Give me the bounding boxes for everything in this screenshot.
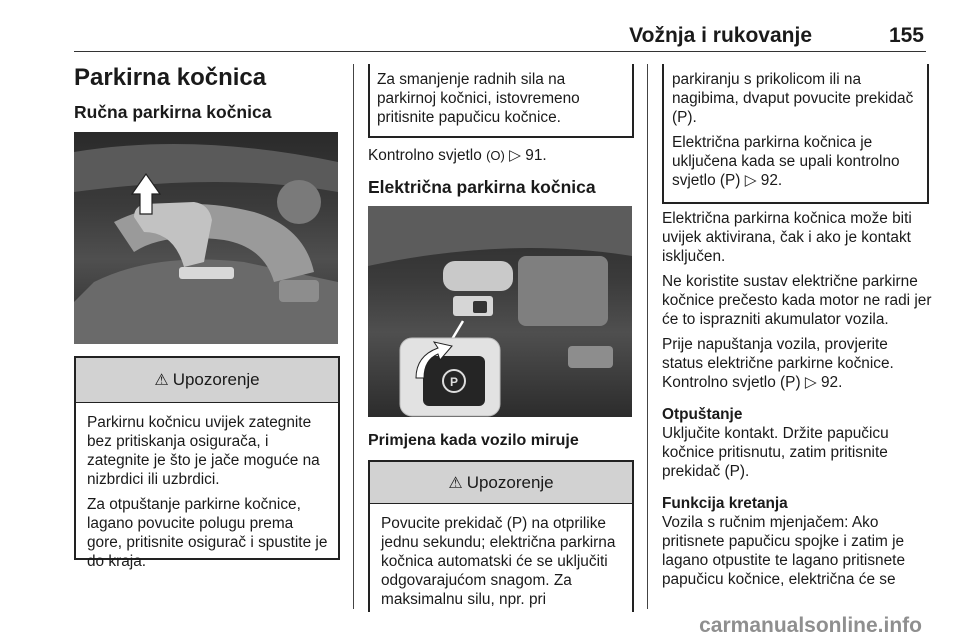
subheading-stationary: Primjena kada vozilo miruje <box>368 432 579 449</box>
column-divider-2 <box>647 64 648 609</box>
paragraph: Ne koristite sustav električne parkirne kočnice prečesto kada motor ne radi jer će to isprazniti akumulator vozila. <box>662 273 932 328</box>
page-reference: 91. <box>525 147 547 164</box>
drive-heading: Funkcija kretanja <box>662 495 788 512</box>
warning-header <box>76 358 338 403</box>
release-text: Uključite kontakt. Držite papučicu kočnice pritisnutu, zatim pritisnite prekidač (P). <box>662 425 889 480</box>
release-heading: Otpuštanje <box>662 406 743 423</box>
column-divider-1 <box>353 64 354 609</box>
warning-triangle-icon: ⚠ <box>448 474 463 492</box>
indicator-text: Kontrolno svjetlo <box>368 147 482 164</box>
svg-text:P: P <box>449 375 459 389</box>
warning-label: Upozorenje <box>466 472 554 492</box>
handbrake-image <box>74 132 338 344</box>
section-title-electric: Električna parkirna kočnica <box>368 177 596 197</box>
warning-paragraph: Parkirnu kočnicu uvijek zategnite bez pritiskanja osigurača, i zategnite je što je jače moguće na nizbrdici ili uzbrdici. <box>87 414 320 488</box>
section-title: Parkirna kočnica <box>74 64 267 91</box>
indicator-line <box>368 146 628 165</box>
warning-header <box>370 462 632 504</box>
warning-paragraph: Za otpuštanje parkirne kočnice, lagano povucite polugu prema gore, pritisnite osigurač i spustite je do kraja. <box>87 496 328 570</box>
electric-brake-illustration <box>368 206 632 417</box>
subsection-title: Ručna parkirna kočnica <box>74 102 272 122</box>
electric-brake-switch-image <box>368 206 632 417</box>
warning-paragraph: Povucite prekidač (P) na otprilike jednu sekundu; električna parkirna kočnica automatski će se uključiti odgovarajućom snagom. Za maksimalnu silu, npr. pri <box>381 515 616 608</box>
warning-box-electric <box>368 460 634 612</box>
warning-box-handbrake <box>74 356 340 570</box>
note-box-continued <box>368 64 634 138</box>
warning-body <box>76 403 338 585</box>
brake-warning-icon: (O) <box>486 148 505 163</box>
paragraph: Električna parkirna kočnica može biti uvijek aktivirana, čak i ako je kontakt isključen. <box>662 210 912 265</box>
page-header-title: Vožnja i rukovanje <box>629 24 812 47</box>
header-divider <box>74 51 926 52</box>
watermark: carmanualsonline.info <box>699 614 922 637</box>
warning-body <box>370 504 632 623</box>
warning-box-continued <box>662 64 929 204</box>
handbrake-illustration <box>74 132 338 344</box>
warning-triangle-icon: ⚠ <box>154 372 169 389</box>
page-number: 155 <box>888 24 924 47</box>
paragraph: Prije napuštanja vozila, provjerite status električne parkirne kočnice. Kontrolno svjetlo (P) ▷ 92. <box>662 336 894 391</box>
note-paragraph: parkiranju s prikolicom ili na nagibima, dvaput povucite prekidač (P). <box>672 71 914 126</box>
reference-arrow-icon: ▷ <box>509 147 521 164</box>
warning-label: Upozorenje <box>172 370 260 389</box>
note-text: Za smanjenje radnih sila na parkirnoj kočnici, istovremeno pritisnite papučicu kočnice. <box>377 71 580 126</box>
drive-text: Vozila s ručnim mjenjačem: Ako pritisnete papučicu spojke i zatim je lagano otpustite te lagano pritisnete papučicu kočnice, električna će se <box>662 514 906 588</box>
note-paragraph: Električna parkirna kočnica je uključena kada se upali kontrolno svjetlo (P) ▷ 92. <box>672 134 900 189</box>
body-text-column-3 <box>662 209 932 589</box>
